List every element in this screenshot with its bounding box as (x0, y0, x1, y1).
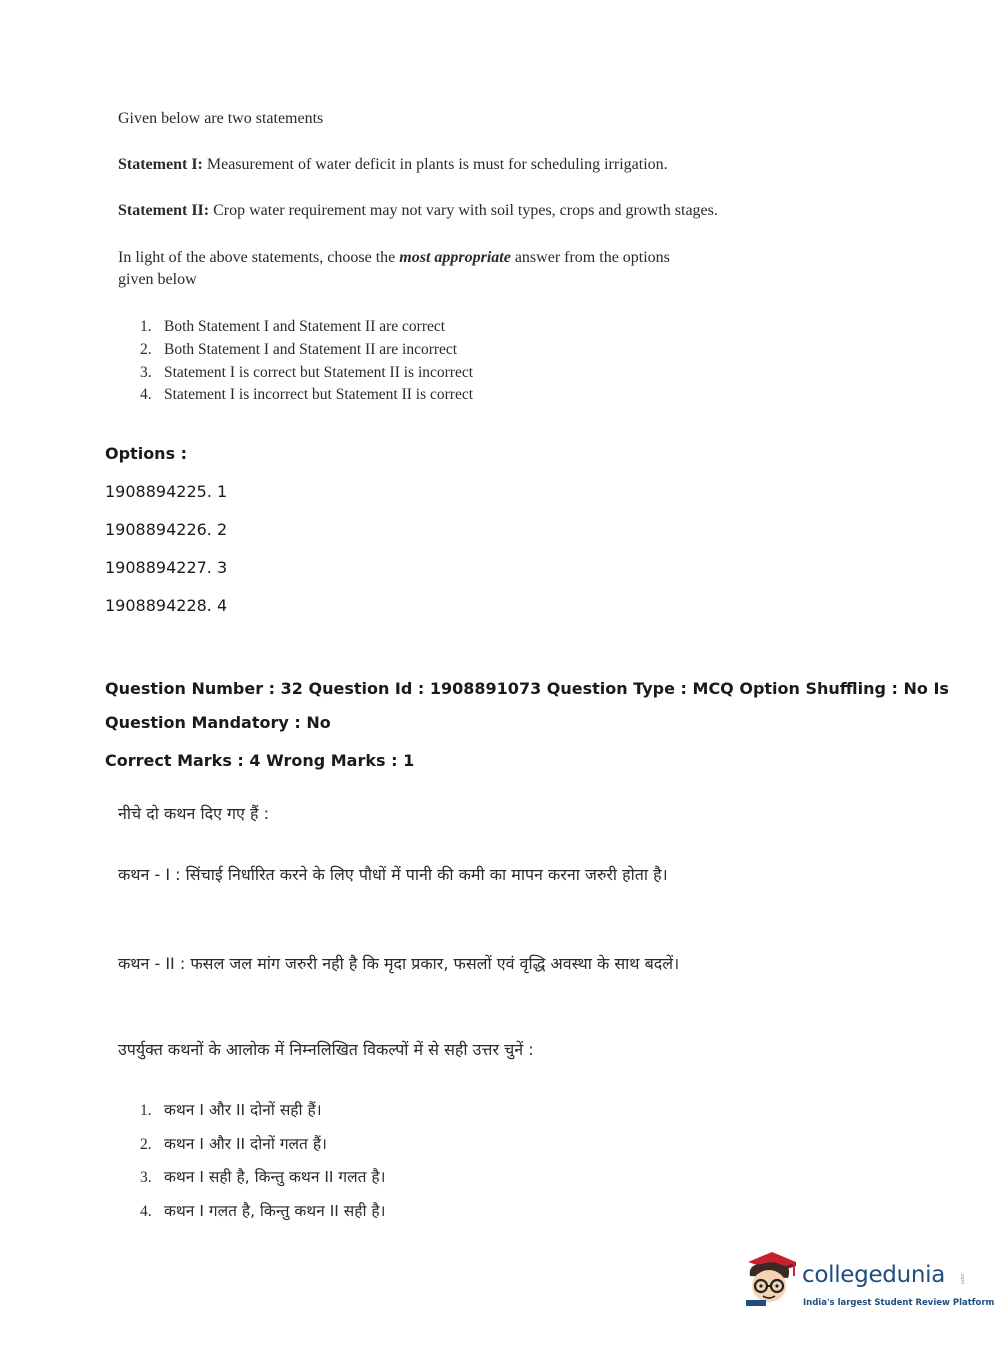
question-mandatory-line: Question Mandatory : No (105, 713, 331, 732)
brand-name: collegedunia (802, 1262, 946, 1288)
option-item: 1908894226. 2 (105, 520, 228, 539)
list-item: 4. Statement I is incorrect but Statement II is correct (140, 386, 474, 404)
hindi-statement-1: कथन - I : सिंचाई निर्धारित करने के लिए पौधों में पानी की कमी का मापन करना जरुरी होता है। (118, 865, 668, 884)
question1-instruction (118, 247, 698, 291)
list-item: 1. कथन I और II दोनों सही हैं। (140, 1101, 322, 1119)
list-item: 2. कथन I और II दोनों गलत हैं। (140, 1134, 327, 1153)
hindi-choice-list (140, 1094, 386, 1228)
instruction-emphasis: most appropriate (399, 249, 511, 266)
list-item: 3. कथन I सही है, किन्तु कथन II गलत है। (140, 1168, 386, 1186)
question1-choice-list (140, 316, 473, 407)
question1-statement-1 (118, 156, 668, 174)
instruction-pre: In light of the above statements, choose the (118, 249, 396, 266)
statement-2-label: Statement II: (118, 202, 210, 219)
question-meta-line: Question Number : 32 Question Id : 1908891073 Question Type : MCQ Option Shuffling : No Is (105, 679, 949, 698)
option-item: 1908894225. 1 (105, 482, 228, 501)
student-mascot-icon (742, 1248, 800, 1308)
brand-suffix: .com (959, 1272, 965, 1285)
list-item: 3. Statement I is correct but Statement II is incorrect (140, 363, 474, 381)
option-item: 1908894228. 4 (105, 596, 228, 615)
list-item: 4. कथन I गलत है, किन्तु कथन II सही है। (140, 1201, 386, 1220)
statement-1-label: Statement I: (118, 156, 203, 173)
hindi-intro: नीचे दो कथन दिए गए हैं : (118, 804, 269, 823)
option-item: 1908894227. 3 (105, 558, 228, 577)
statement-2-text: Crop water requirement may not vary with soil types, crops and growth stages. (213, 202, 718, 219)
options-heading: Options : (105, 444, 188, 463)
question1-statement-2 (118, 202, 718, 220)
hindi-statement-2: कथन - II : फसल जल मांग जरुरी नही है कि मृदा प्रकार, फसलों एवं वृद्धि अवस्था के साथ बदलें। (118, 954, 680, 973)
list-item: 1. Both Statement I and Statement II are correct (140, 318, 446, 335)
statement-1-text: Measurement of water deficit in plants is must for scheduling irrigation. (206, 156, 668, 173)
brand-tagline: India's largest Student Review Platform (803, 1298, 995, 1308)
question1-intro: Given below are two statements (118, 110, 324, 127)
marks-line: Correct Marks : 4 Wrong Marks : 1 (105, 751, 415, 770)
list-item: 2. Both Statement I and Statement II are incorrect (140, 340, 458, 358)
instruction-post: answer from the options given below (118, 249, 670, 288)
hindi-instruction: उपर्युक्त कथनों के आलोक में निम्नलिखित विकल्पों में से सही उत्तर चुनें : (118, 1040, 534, 1059)
collegedunia-logo (742, 1248, 995, 1318)
